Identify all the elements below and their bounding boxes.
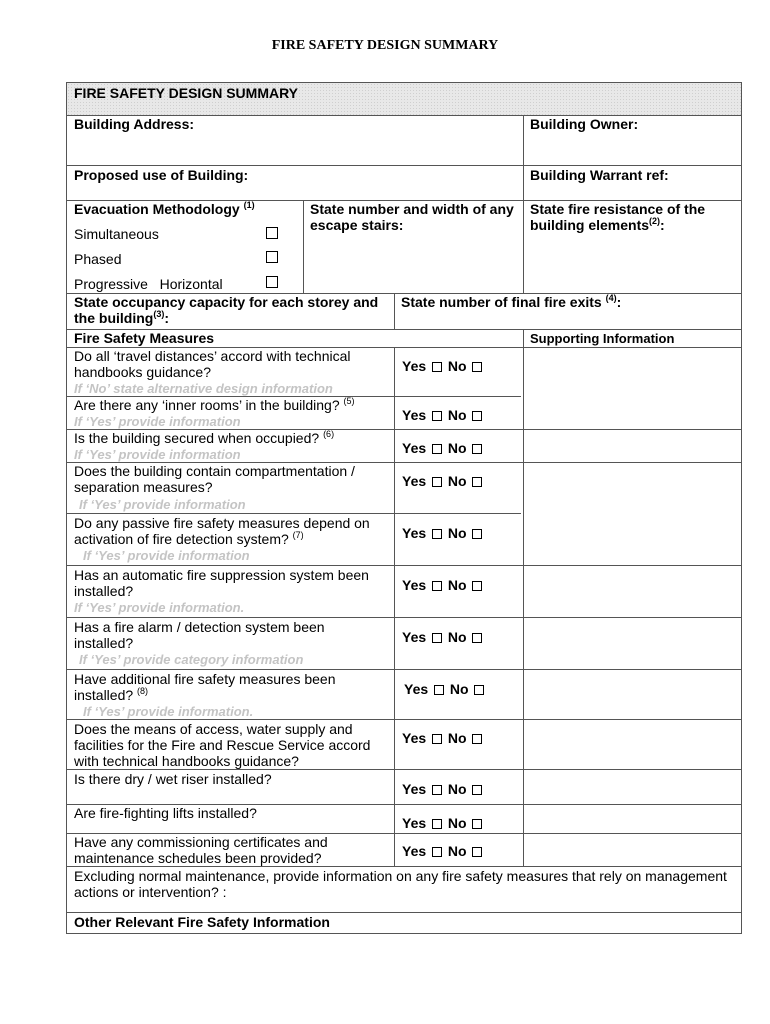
- question-text: Is there dry / wet riser installed?: [74, 771, 272, 787]
- evacuation-option-phased: Phased: [74, 251, 122, 267]
- yes-no-choice[interactable]: Yes No: [402, 843, 484, 859]
- yes-checkbox[interactable]: [432, 477, 442, 487]
- question-text: Are there any ‘inner rooms’ in the building? $^{(5)}$: [74, 396, 355, 413]
- yes-no-choice[interactable]: Yes No: [402, 525, 484, 541]
- warrant-ref-label: Building Warrant ref:: [530, 167, 669, 183]
- measures-heading: Fire Safety Measures: [74, 330, 215, 346]
- yes-no-choice[interactable]: Yes No: [402, 407, 484, 423]
- yes-checkbox[interactable]: [432, 444, 442, 454]
- question-hint: If ‘Yes’ provide information: [74, 414, 241, 429]
- other-info-label: Other Relevant Fire Safety Information: [74, 914, 330, 930]
- management-label: Excluding normal maintenance, provide information on any fire safety measures that rely on management actions or intervention? :: [74, 868, 727, 900]
- question-text: Do all ‘travel distances’ accord with technical handbooks guidance?: [74, 348, 351, 380]
- question-text: Have additional fire safety measures been installed? $^{(8)}$: [74, 671, 336, 703]
- question-text: Has an automatic fire suppression system been installed?: [74, 567, 369, 599]
- evacuation-option-progressive: Progressive Horizontal: [74, 276, 223, 292]
- evacuation-ref: (1): [243, 200, 255, 210]
- yes-checkbox[interactable]: [432, 581, 442, 591]
- final-exits-label: State number of final fire exits $^{(4)}$:: [401, 293, 622, 310]
- question-hint: If ‘Yes’ provide information: [79, 497, 246, 512]
- question-text: Has a fire alarm / detection system been installed?: [74, 619, 325, 651]
- form-header: [67, 83, 741, 115]
- occupancy-label: State occupancy capacity for each storey and the building$^{(3)}$:: [74, 294, 379, 326]
- yes-checkbox[interactable]: [432, 819, 442, 829]
- yes-no-choice[interactable]: Yes No: [402, 358, 484, 374]
- fire-safety-form: [66, 82, 742, 934]
- question-text: Does the means of access, water supply and facilities for the Fire and Rescue Service accord with technical handbooks guidance?: [74, 721, 371, 769]
- yes-no-choice[interactable]: Yes No: [402, 440, 484, 456]
- yes-checkbox[interactable]: [432, 734, 442, 744]
- question-hint: If ‘No’ state alternative design information: [74, 381, 333, 396]
- yes-no-choice[interactable]: Yes No: [402, 577, 484, 593]
- yes-checkbox[interactable]: [434, 685, 444, 695]
- form-header-text: FIRE SAFETY DESIGN SUMMARY: [74, 85, 299, 101]
- no-checkbox[interactable]: [472, 785, 482, 795]
- question-hint: If ‘Yes’ provide information: [83, 548, 250, 563]
- question-hint: If ‘Yes’ provide information.: [83, 704, 254, 719]
- proposed-use-label: Proposed use of Building:: [74, 167, 249, 183]
- fire-resistance-ref: (2): [649, 216, 661, 226]
- progressive-checkbox[interactable]: [266, 276, 278, 288]
- yes-checkbox[interactable]: [432, 362, 442, 372]
- question-text: Do any passive fire safety measures depend on activation of fire detection system? $^{(7)}$: [74, 515, 370, 547]
- yes-no-choice[interactable]: Yes No: [402, 730, 484, 746]
- question-hint: If ‘Yes’ provide information: [74, 447, 241, 462]
- evacuation-label: Evacuation Methodology $^{(1)}$: [74, 200, 255, 217]
- no-checkbox[interactable]: [472, 411, 482, 421]
- phased-checkbox[interactable]: [266, 251, 278, 263]
- yes-checkbox[interactable]: [432, 411, 442, 421]
- no-checkbox[interactable]: [472, 444, 482, 454]
- building-owner-label: Building Owner:: [530, 116, 639, 132]
- yes-no-choice[interactable]: Yes No: [402, 815, 484, 831]
- document-title: FIRE SAFETY DESIGN SUMMARY: [271, 38, 499, 53]
- yes-no-choice[interactable]: Yes No: [402, 629, 484, 645]
- no-checkbox[interactable]: [472, 362, 482, 372]
- question-text: Does the building contain compartmentation / separation measures?: [74, 463, 355, 495]
- no-checkbox[interactable]: [472, 819, 482, 829]
- yes-checkbox[interactable]: [432, 785, 442, 795]
- yes-no-choice[interactable]: Yes No: [402, 781, 484, 797]
- supporting-heading: Supporting Information: [530, 331, 675, 346]
- question-text: Is the building secured when occupied? $^{(6)}$: [74, 429, 335, 446]
- yes-no-choice[interactable]: Yes No: [402, 473, 484, 489]
- question-hint: If ‘Yes’ provide information.: [74, 600, 245, 615]
- yes-checkbox[interactable]: [432, 529, 442, 539]
- no-checkbox[interactable]: [472, 847, 482, 857]
- question-text: Have any commissioning certificates and maintenance schedules been provided?: [74, 834, 328, 866]
- yes-no-choice[interactable]: Yes No: [404, 681, 486, 697]
- evacuation-option-simultaneous: Simultaneous: [74, 226, 159, 242]
- occupancy-ref: (3): [153, 309, 165, 319]
- no-checkbox[interactable]: [474, 685, 484, 695]
- final-exits-ref: (4): [605, 293, 617, 303]
- no-checkbox[interactable]: [472, 734, 482, 744]
- question-hint: If ‘Yes’ provide category information: [79, 652, 304, 667]
- question-text: Are fire-fighting lifts installed?: [74, 805, 257, 821]
- yes-checkbox[interactable]: [432, 633, 442, 643]
- yes-checkbox[interactable]: [432, 847, 442, 857]
- no-checkbox[interactable]: [472, 581, 482, 591]
- simultaneous-checkbox[interactable]: [266, 227, 278, 239]
- building-address-label: Building Address:: [74, 116, 195, 132]
- fire-resistance-label: State fire resistance of the building elements$^{(2)}$:: [530, 201, 706, 233]
- no-checkbox[interactable]: [472, 633, 482, 643]
- no-checkbox[interactable]: [472, 477, 482, 487]
- escape-stairs-label: State number and width of any escape stairs:: [310, 201, 514, 233]
- no-checkbox[interactable]: [472, 529, 482, 539]
